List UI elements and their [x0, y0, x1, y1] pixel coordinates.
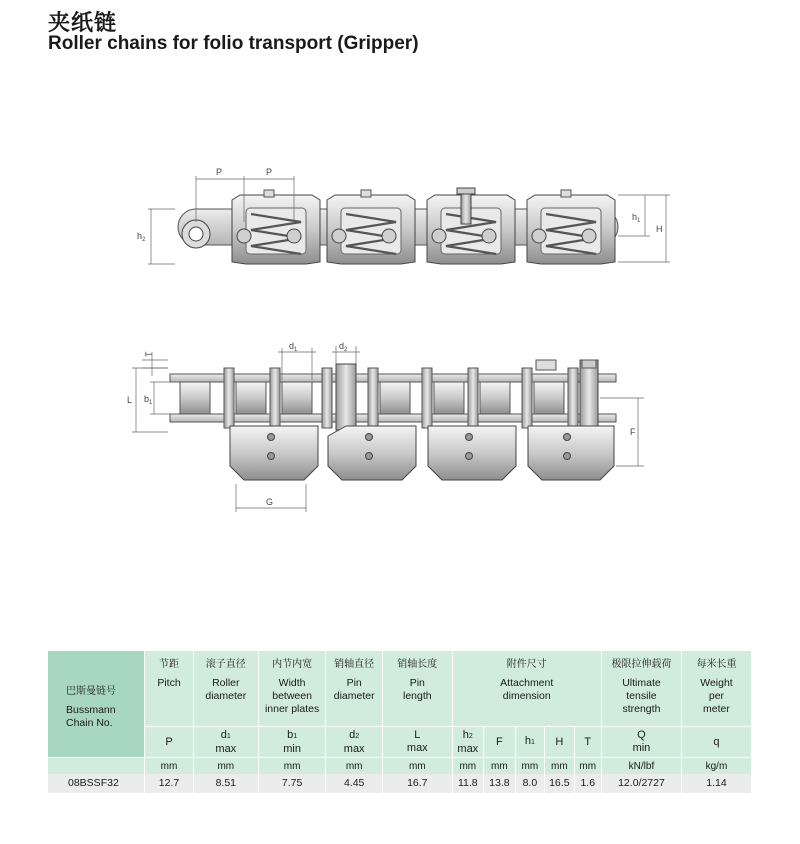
header-tensile-strength: 极限拉伸载荷 Ultimate tensile strength [601, 651, 681, 727]
cell-H: 16.5 [545, 774, 574, 793]
dim-label-b1: $b_1$ [144, 394, 153, 406]
gripper-unit-2 [327, 190, 415, 264]
cell-F: 13.8 [484, 774, 516, 793]
header-pin-diameter: 销轴直径 Pin diameter [326, 651, 383, 727]
cell-weight: 1.14 [681, 774, 751, 793]
cell-T: 1.6 [574, 774, 601, 793]
table-unit-row: mm mm mm mm mm mm mm mm mm mm kN/lbf kg/m [48, 758, 751, 775]
cell-pin-length: 16.7 [383, 774, 452, 793]
dim-label-G: G [266, 497, 274, 507]
top-gripper-1 [230, 426, 318, 480]
chain-no-header: 巴斯曼链号 Bussmann Chain No. [48, 651, 145, 758]
cell-h1: 8.0 [515, 774, 544, 793]
top-gripper-4 [528, 426, 614, 480]
top-gripper-3 [428, 426, 516, 480]
gripper-unit-1 [232, 190, 320, 264]
top-gripper-2 [328, 426, 416, 480]
header-attachment: 附件尺寸 Attachment dimension [452, 651, 601, 727]
header-pin-length: 销轴长度 Pin length [383, 651, 452, 727]
dim-label-d2: $d_2$ [339, 341, 348, 353]
dim-label-h1: $h_1$ [632, 212, 641, 224]
dim-label-T: T [144, 351, 154, 357]
cell-h2: 11.8 [452, 774, 484, 793]
top-view [127, 341, 644, 512]
cell-inner-width: 7.75 [258, 774, 325, 793]
dim-label-L: L [127, 395, 133, 405]
dim-label-p1: P [216, 167, 223, 177]
spec-table [48, 651, 751, 793]
header-inner-width: 内节内宽 Width between inner plates [258, 651, 325, 727]
gripper-unit-4 [527, 190, 615, 264]
cell-roller-diameter: 8.51 [193, 774, 258, 793]
header-pitch: 节距 Pitch [145, 651, 193, 727]
cell-pitch: 12.7 [145, 774, 193, 793]
header-roller-diameter: 滚子直径 Roller diameter [193, 651, 258, 727]
gripper-unit-3 [427, 188, 515, 264]
title-chinese: 夹纸链 [48, 11, 118, 36]
table-row [48, 774, 751, 793]
side-view [137, 167, 670, 264]
dim-label-d1: $d_1$ [289, 341, 298, 353]
dim-label-H: H [656, 224, 663, 234]
header-weight: 每米长重 Weight per meter [681, 651, 751, 727]
table-symbol-row: P d1 max b1 min d2 max L max h2 max F h1 H T Q min q [48, 727, 751, 758]
dim-label-F: F [630, 427, 636, 437]
dim-label-h2: $h_2$ [137, 231, 146, 243]
dim-label-p2: P [266, 167, 273, 177]
cell-chain-no: 08BSSF32 [48, 774, 145, 793]
title-english: Roller chains for folio transport (Gripper) [48, 33, 419, 54]
cell-pin-diameter: 4.45 [326, 774, 383, 793]
cell-tensile-strength: 12.0/2727 [601, 774, 681, 793]
table-header-row [48, 651, 751, 727]
